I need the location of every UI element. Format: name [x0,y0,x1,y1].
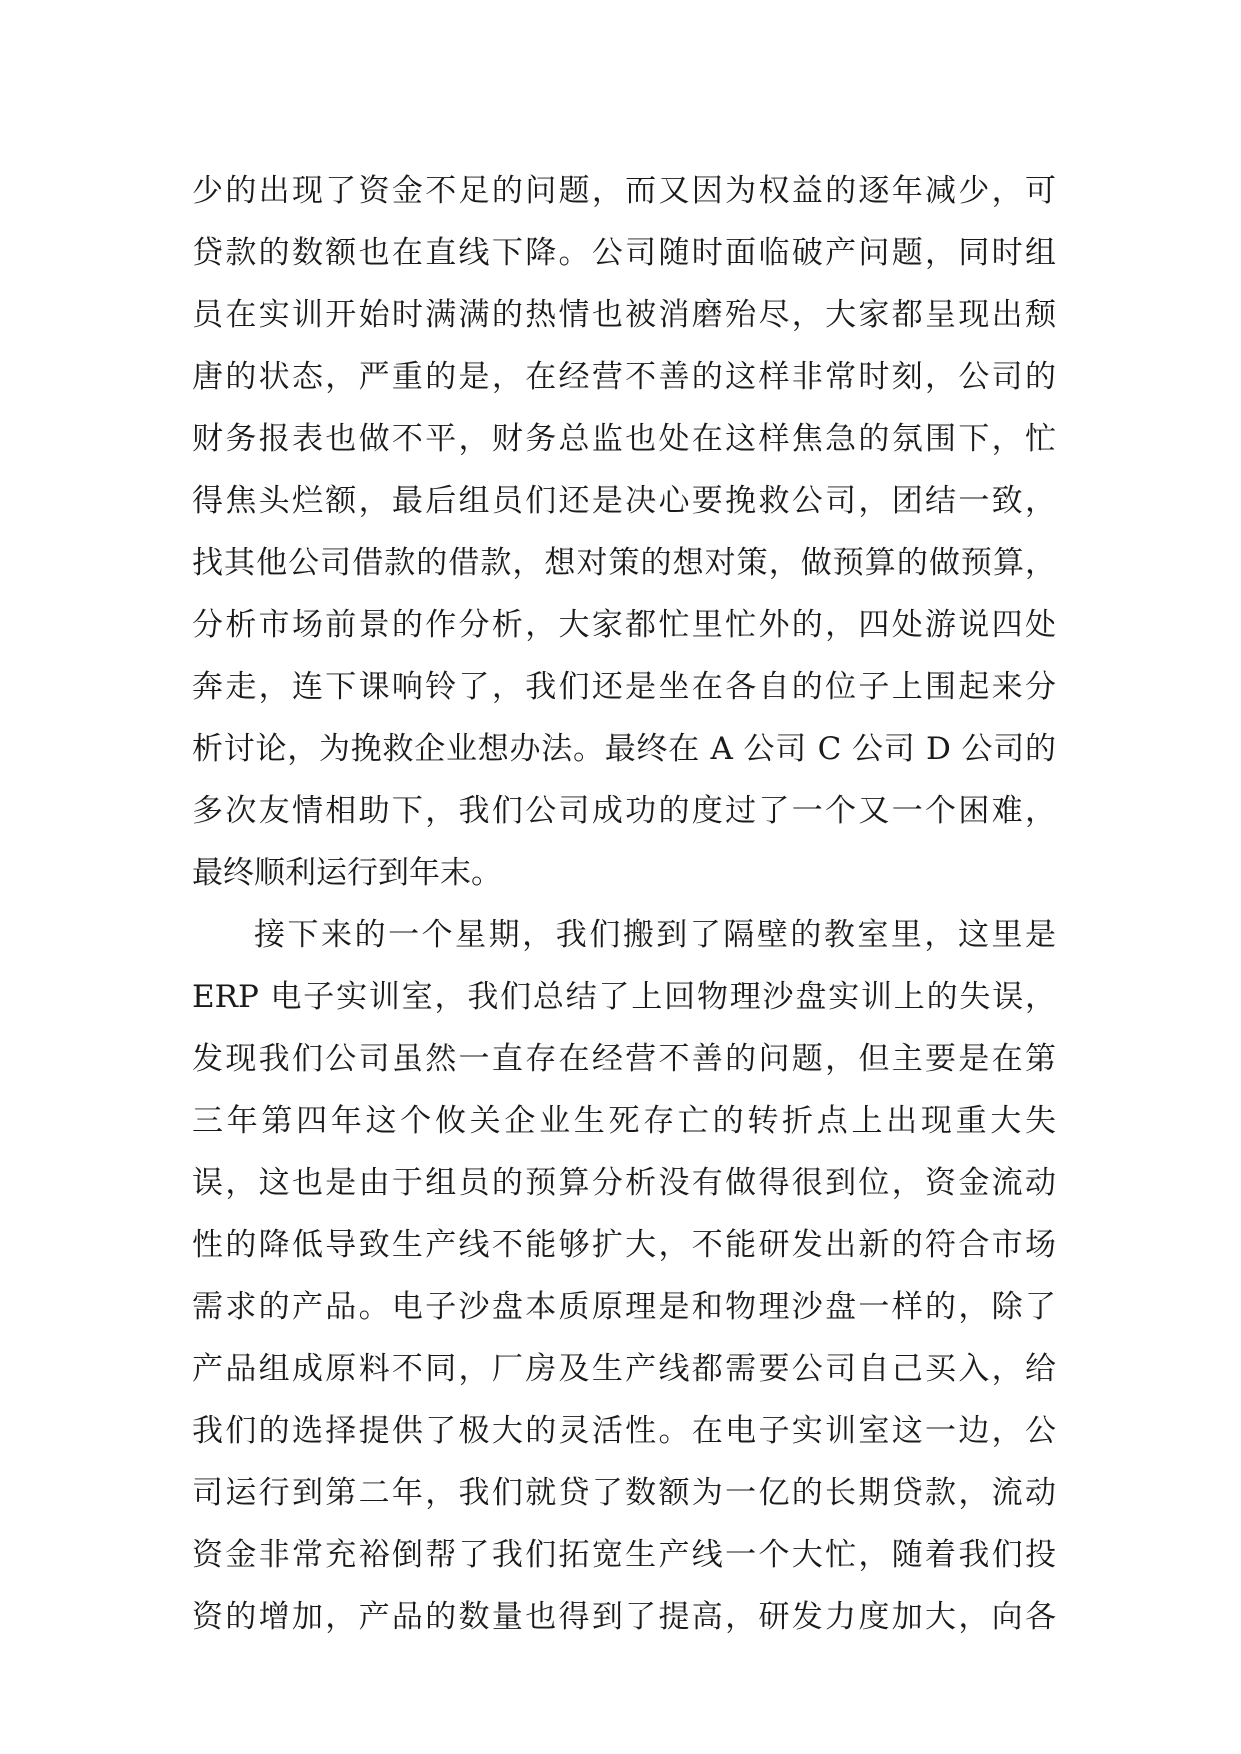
text-line: 财务报表也做不平，财务总监也处在这样焦急的氛围下，忙 [192,421,1056,457]
text-line: 需求的产品。电子沙盘本质原理是和物理沙盘一样的，除了 [192,1289,1056,1325]
text-line: 资的增加，产品的数量也得到了提高，研发力度加大，向各 [192,1599,1056,1635]
text-line: 得焦头烂额，最后组员们还是决心要挽救公司，团结一致， [192,483,1056,519]
text-line: 误，这也是由于组员的预算分析没有做得很到位，资金流动 [192,1165,1056,1201]
text-line: 发现我们公司虽然一直存在经营不善的问题，但主要是在第 [192,1041,1056,1077]
text-line: 贷款的数额也在直线下降。公司随时面临破产问题，同时组 [192,235,1056,271]
text-line: 我们的选择提供了极大的灵活性。在电子实训室这一边，公 [192,1413,1056,1449]
paragraph-end-line: 最终顺利运行到年末。 [192,855,502,891]
text-line: 员在实训开始时满满的热情也被消磨殆尽，大家都呈现出颓 [192,297,1056,333]
text-line: 司运行到第二年，我们就贷了数额为一亿的长期贷款，流动 [192,1475,1056,1511]
text-line: 三年第四年这个攸关企业生死存亡的转折点上出现重大失 [192,1103,1056,1139]
text-line: 析讨论，为挽救企业想办法。最终在 A 公司 C 公司 D 公司的 [192,731,1056,767]
text-line: 唐的状态，严重的是，在经营不善的这样非常时刻，公司的 [192,359,1056,395]
text-line: 奔走，连下课响铃了，我们还是坐在各自的位子上围起来分 [192,669,1056,705]
text-line: ERP 电子实训室，我们总结了上回物理沙盘实训上的失误， [192,979,1056,1015]
text-line: 产品组成原料不同，厂房及生产线都需要公司自己买入，给 [192,1351,1056,1387]
paragraph-start-line: 接下来的一个星期，我们搬到了隔壁的教室里，这里是 [254,917,1056,953]
body-text [192,160,1056,1648]
text-line: 资金非常充裕倒帮了我们拓宽生产线一个大忙，随着我们投 [192,1537,1056,1573]
text-line: 少的出现了资金不足的问题，而又因为权益的逐年减少，可 [192,173,1056,209]
text-line: 找其他公司借款的借款，想对策的想对策，做预算的做预算， [192,545,1056,581]
text-line: 多次友情相助下，我们公司成功的度过了一个又一个困难， [192,793,1056,829]
text-line: 分析市场前景的作分析，大家都忙里忙外的，四处游说四处 [192,607,1056,643]
text-line: 性的降低导致生产线不能够扩大，不能研发出新的符合市场 [192,1227,1056,1263]
